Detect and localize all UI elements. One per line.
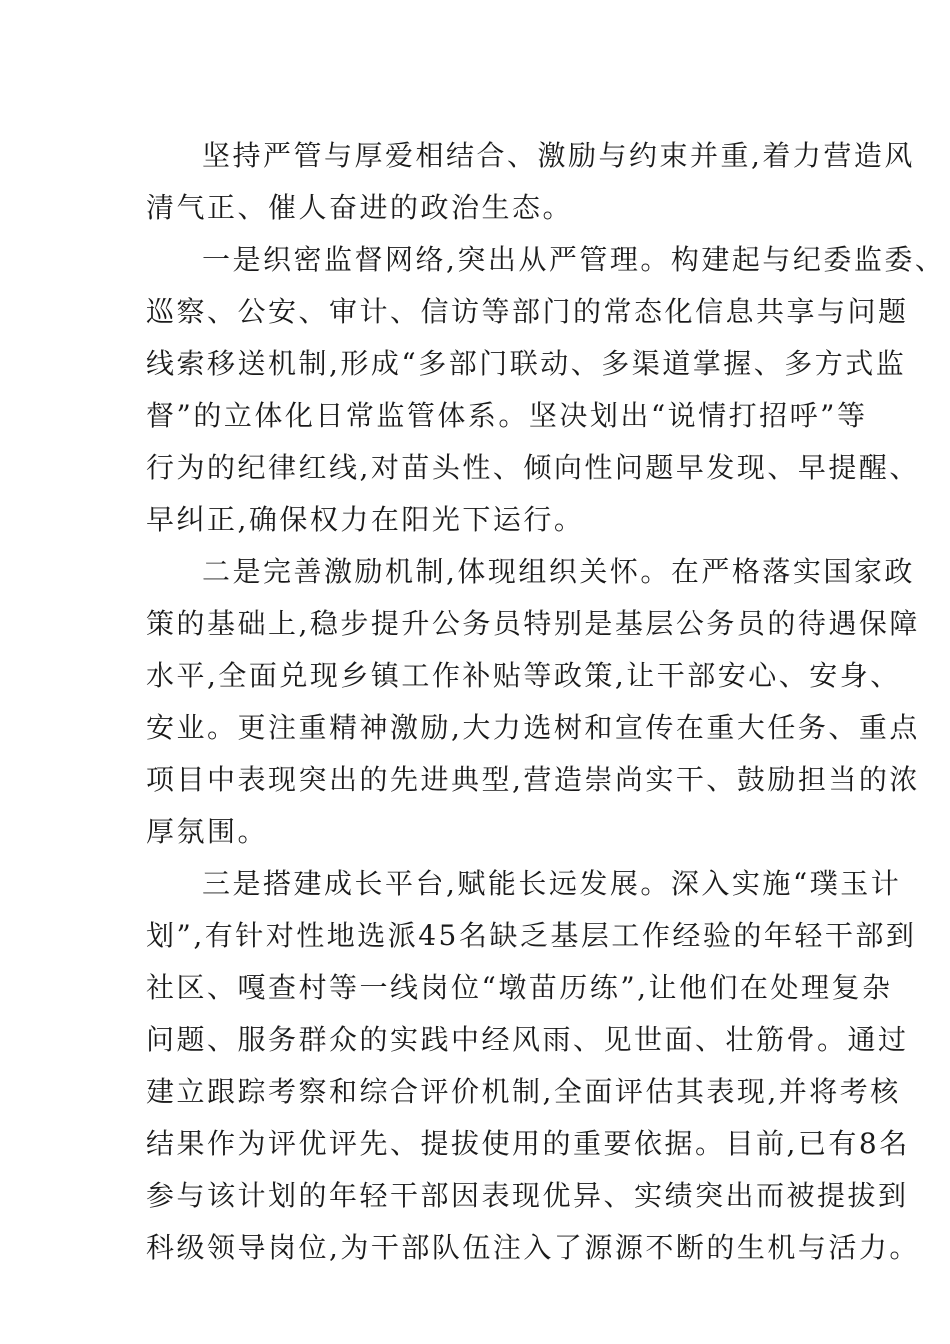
text-line: 项目中表现突出的先进典型,营造崇尚实干、鼓励担当的浓 bbox=[146, 763, 920, 796]
text-line: 社区、嘎查村等一线岗位“墩苗历练”,让他们在处理复杂 bbox=[146, 971, 893, 1004]
text-line: 建立跟踪考察和综合评价机制,全面评估其表现,并将考核 bbox=[146, 1075, 901, 1108]
text-line: 二是完善激励机制,体现组织关怀。在严格落实国家政 bbox=[202, 555, 915, 588]
text-line: 三是搭建成长平台,赋能长远发展。深入实施“璞玉计 bbox=[202, 867, 902, 900]
paragraph-3 bbox=[146, 546, 920, 858]
text-line: 一是织密监督网络,突出从严管理。构建起与纪委监委、 bbox=[202, 243, 946, 276]
text-line: 坚持严管与厚爱相结合、激励与约束并重,着力营造风 bbox=[202, 139, 915, 172]
text-line: 行为的纪律红线,对苗头性、倾向性问题早发现、早提醒、 bbox=[146, 451, 920, 484]
text-line: 科级领导岗位,为干部队伍注入了源源不断的生机与活力。 bbox=[146, 1231, 920, 1264]
document-body bbox=[146, 130, 946, 1274]
text-line: 线索移送机制,形成“多部门联动、多渠道掌握、多方式监 bbox=[146, 347, 907, 380]
text-line: 参与该计划的年轻干部因表现优异、实绩突出而被提拔到 bbox=[146, 1179, 909, 1212]
text-line: 厚氛围。 bbox=[146, 815, 269, 848]
text-line: 结果作为评优评先、提拔使用的重要依据。目前,已有8名 bbox=[146, 1127, 910, 1160]
text-line: 早纠正,确保权力在阳光下运行。 bbox=[146, 503, 585, 536]
text-line: 策的基础上,稳步提升公务员特别是基层公务员的待遇保障 bbox=[146, 607, 920, 640]
paragraph-1 bbox=[146, 130, 915, 234]
text-line: 督”的立体化日常监管体系。坚决划出“说情打招呼”等 bbox=[146, 399, 868, 432]
text-line: 安业。更注重精神激励,大力选树和宣传在重大任务、重点 bbox=[146, 711, 920, 744]
text-line: 巡察、公安、审计、信访等部门的常态化信息共享与问题 bbox=[146, 295, 909, 328]
paragraph-2 bbox=[146, 234, 946, 546]
text-line: 划”,有针对性地选派45名缺乏基层工作经验的年轻干部到 bbox=[146, 919, 917, 952]
text-line: 问题、服务群众的实践中经风雨、见世面、壮筋骨。通过 bbox=[146, 1023, 909, 1056]
paragraph-4 bbox=[146, 858, 920, 1274]
text-line: 水平,全面兑现乡镇工作补贴等政策,让干部安心、安身、 bbox=[146, 659, 901, 692]
text-line: 清气正、催人奋进的政治生态。 bbox=[146, 191, 574, 224]
